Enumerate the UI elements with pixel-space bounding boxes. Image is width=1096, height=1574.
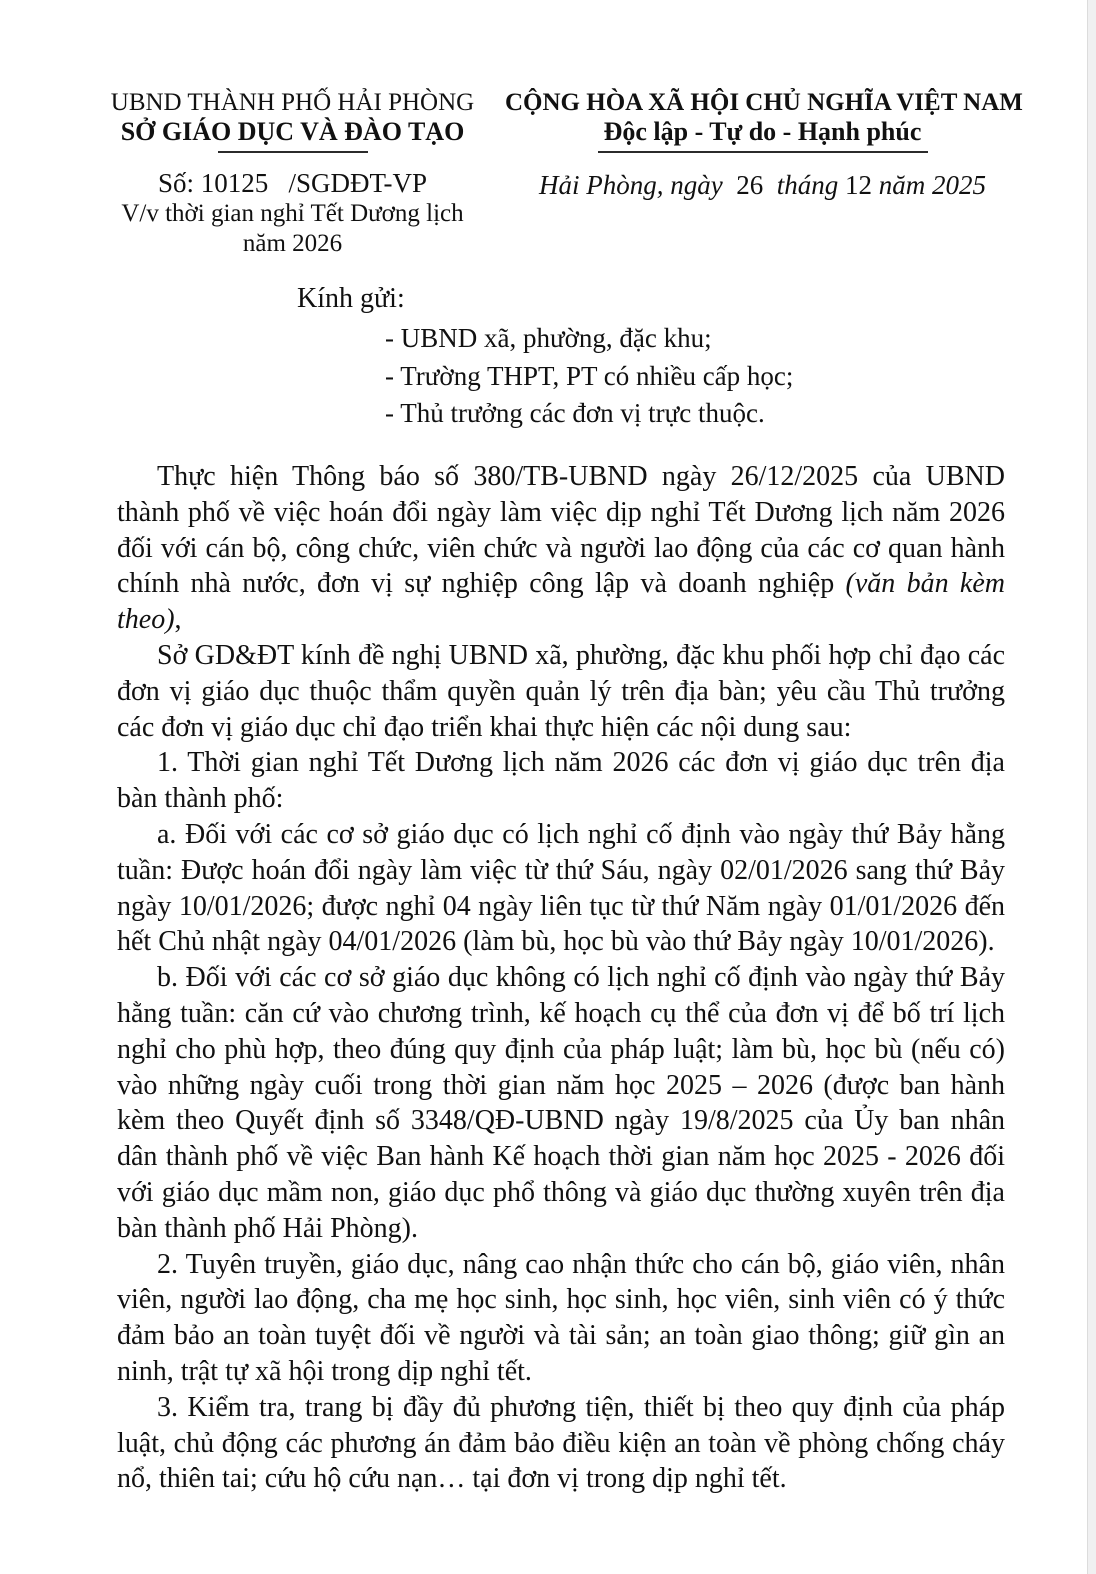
recipient-item: - UBND xã, phường, đặc khu; — [385, 323, 712, 353]
italic-text: Hải Phòng, ngày — [539, 170, 730, 200]
text-run: b. Đối với các cơ sở giáo dục không có lịch nghỉ cố định vào ngày thứ Bảy hằng tuần: căn cứ vào chương trình, kế hoạch cụ thể của đơn vị để bố trí lịch nghỉ cho phù hợp, theo đúng quy định của pháp luật; làm bù, học bù (nếu có) vào những ngày cuối trong thời gian năm học 2025 – 2026 (được ban hành kèm theo Quyết định số 3348/QĐ-UBND ngày 19/8/2025 của Ủy ban nhân dân thành phố về việc Ban hành Kế hoạch thời gian năm học 2025 - 2026 đối với giáo dục mầm non, giáo dục phổ thông và giáo dục thường xuyên trên địa bàn thành phố Hải Phòng). — [117, 962, 1005, 1244]
document-subject-line2: năm 2026 — [242, 230, 343, 257]
text-run: Sở GD&ĐT kính đề nghị UBND xã, phường, đặc khu phối hợp chỉ đạo các đơn vị giáo dục thuộc thẩm quyền quản lý trên địa bàn; yêu cầu Thủ trưởng các đơn vị giáo dục chỉ đạo triển khai thực hiện các nội dung sau: — [117, 639, 1005, 743]
text-run: 3. Kiểm tra, trang bị đầy đủ phương tiện, thiết bị theo quy định của pháp luật, chủ động các phương án đảm bảo điều kiện an toàn về phòng chống cháy nổ, thiên tai; cứu hộ cứu nạn… tại đơn vị trong dịp nghỉ tết. — [117, 1391, 1005, 1495]
national-header — [505, 88, 1023, 201]
body-paragraph — [117, 817, 1005, 960]
body-paragraph — [117, 960, 1005, 1246]
national-motto-line2: Độc lập - Tự do - Hạnh phúc — [603, 117, 922, 146]
date-line — [505, 170, 1020, 201]
issuer-header — [95, 88, 490, 259]
body-paragraph — [117, 459, 1005, 638]
vertical-scrollbar[interactable] — [1087, 0, 1096, 1574]
italic-text: (văn bản kèm theo) — [117, 568, 1006, 636]
body-paragraph — [117, 1390, 1005, 1497]
recipients-block — [297, 284, 793, 433]
italic-text: năm 2025 — [872, 170, 986, 200]
document-number: Số: 10125 /SGDĐT-VP — [157, 168, 428, 198]
recipients-label: Kính gửi: — [297, 283, 405, 314]
body-paragraph — [117, 1247, 1005, 1390]
italic-text: tháng — [769, 170, 845, 200]
body-paragraph — [117, 745, 1005, 817]
text-run: Thực hiện Thông báo số 380/TB-UBND ngày 26/12/2025 của UBND thành phố về việc hoán đổi ngày làm việc dịp nghỉ Tết Dương lịch năm 2026 đối với cán bộ, công chức, viên chức và người lao động của các cơ quan hành chính nhà nước, đơn vị sự nghiệp công lập và doanh nghiệp — [117, 461, 1005, 600]
text-run: 12 — [845, 170, 872, 200]
text-run: 1. Thời gian nghỉ Tết Dương lịch năm 2026 các đơn vị giáo dục trên địa bàn thành phố: — [117, 747, 1005, 815]
document-body — [117, 459, 1005, 1497]
text-run: a. Đối với các cơ sở giáo dục có lịch nghỉ cố định vào ngày thứ Bảy hằng tuần: Được hoán đổi ngày làm việc từ thứ Sáu, ngày 02/01/2026 sang thứ Bảy ngày 10/01/2026; được nghỉ 04 ngày liên tục từ thứ Năm ngày 01/01/2026 đến hết Chủ nhật ngày 04/01/2026 (làm bù, học bù vào thứ Bảy ngày 10/01/2026). — [117, 818, 1005, 958]
issuer-parent-name: UBND THÀNH PHỐ HẢI PHÒNG — [110, 89, 475, 116]
body-paragraph — [117, 638, 1005, 745]
text-run: 2. Tuyên truyền, giáo dục, nâng cao nhận thức cho cán bộ, giáo viên, nhân viên, người lao động, cha mẹ học sinh, học sinh, học viên, sinh viên có ý thức đảm bảo an toàn tuyệt đối về người và tài sản; an toàn giao thông; giữ gìn an ninh, trật tự xã hội trong dịp nghỉ tết. — [117, 1248, 1005, 1387]
recipient-item: - Trường THPT, PT có nhiều cấp học; — [385, 360, 794, 391]
national-motto-line1: CỘNG HÒA XÃ HỘI CHỦ NGHĨA VIỆT NAM — [505, 89, 1023, 116]
recipient-item: - Thủ trưởng các đơn vị trực thuộc. — [385, 398, 765, 428]
text-run: , — [174, 604, 182, 636]
issuer-header-rule — [218, 151, 368, 153]
issuer-department-name: SỞ GIÁO DỤC VÀ ĐÀO TẠO — [120, 117, 465, 146]
recipient-list — [385, 320, 793, 433]
document-subject-line1: V/v thời gian nghỉ Tết Dương lịch — [121, 200, 464, 227]
text-run: 26 — [729, 170, 770, 200]
national-header-rule — [598, 151, 928, 153]
